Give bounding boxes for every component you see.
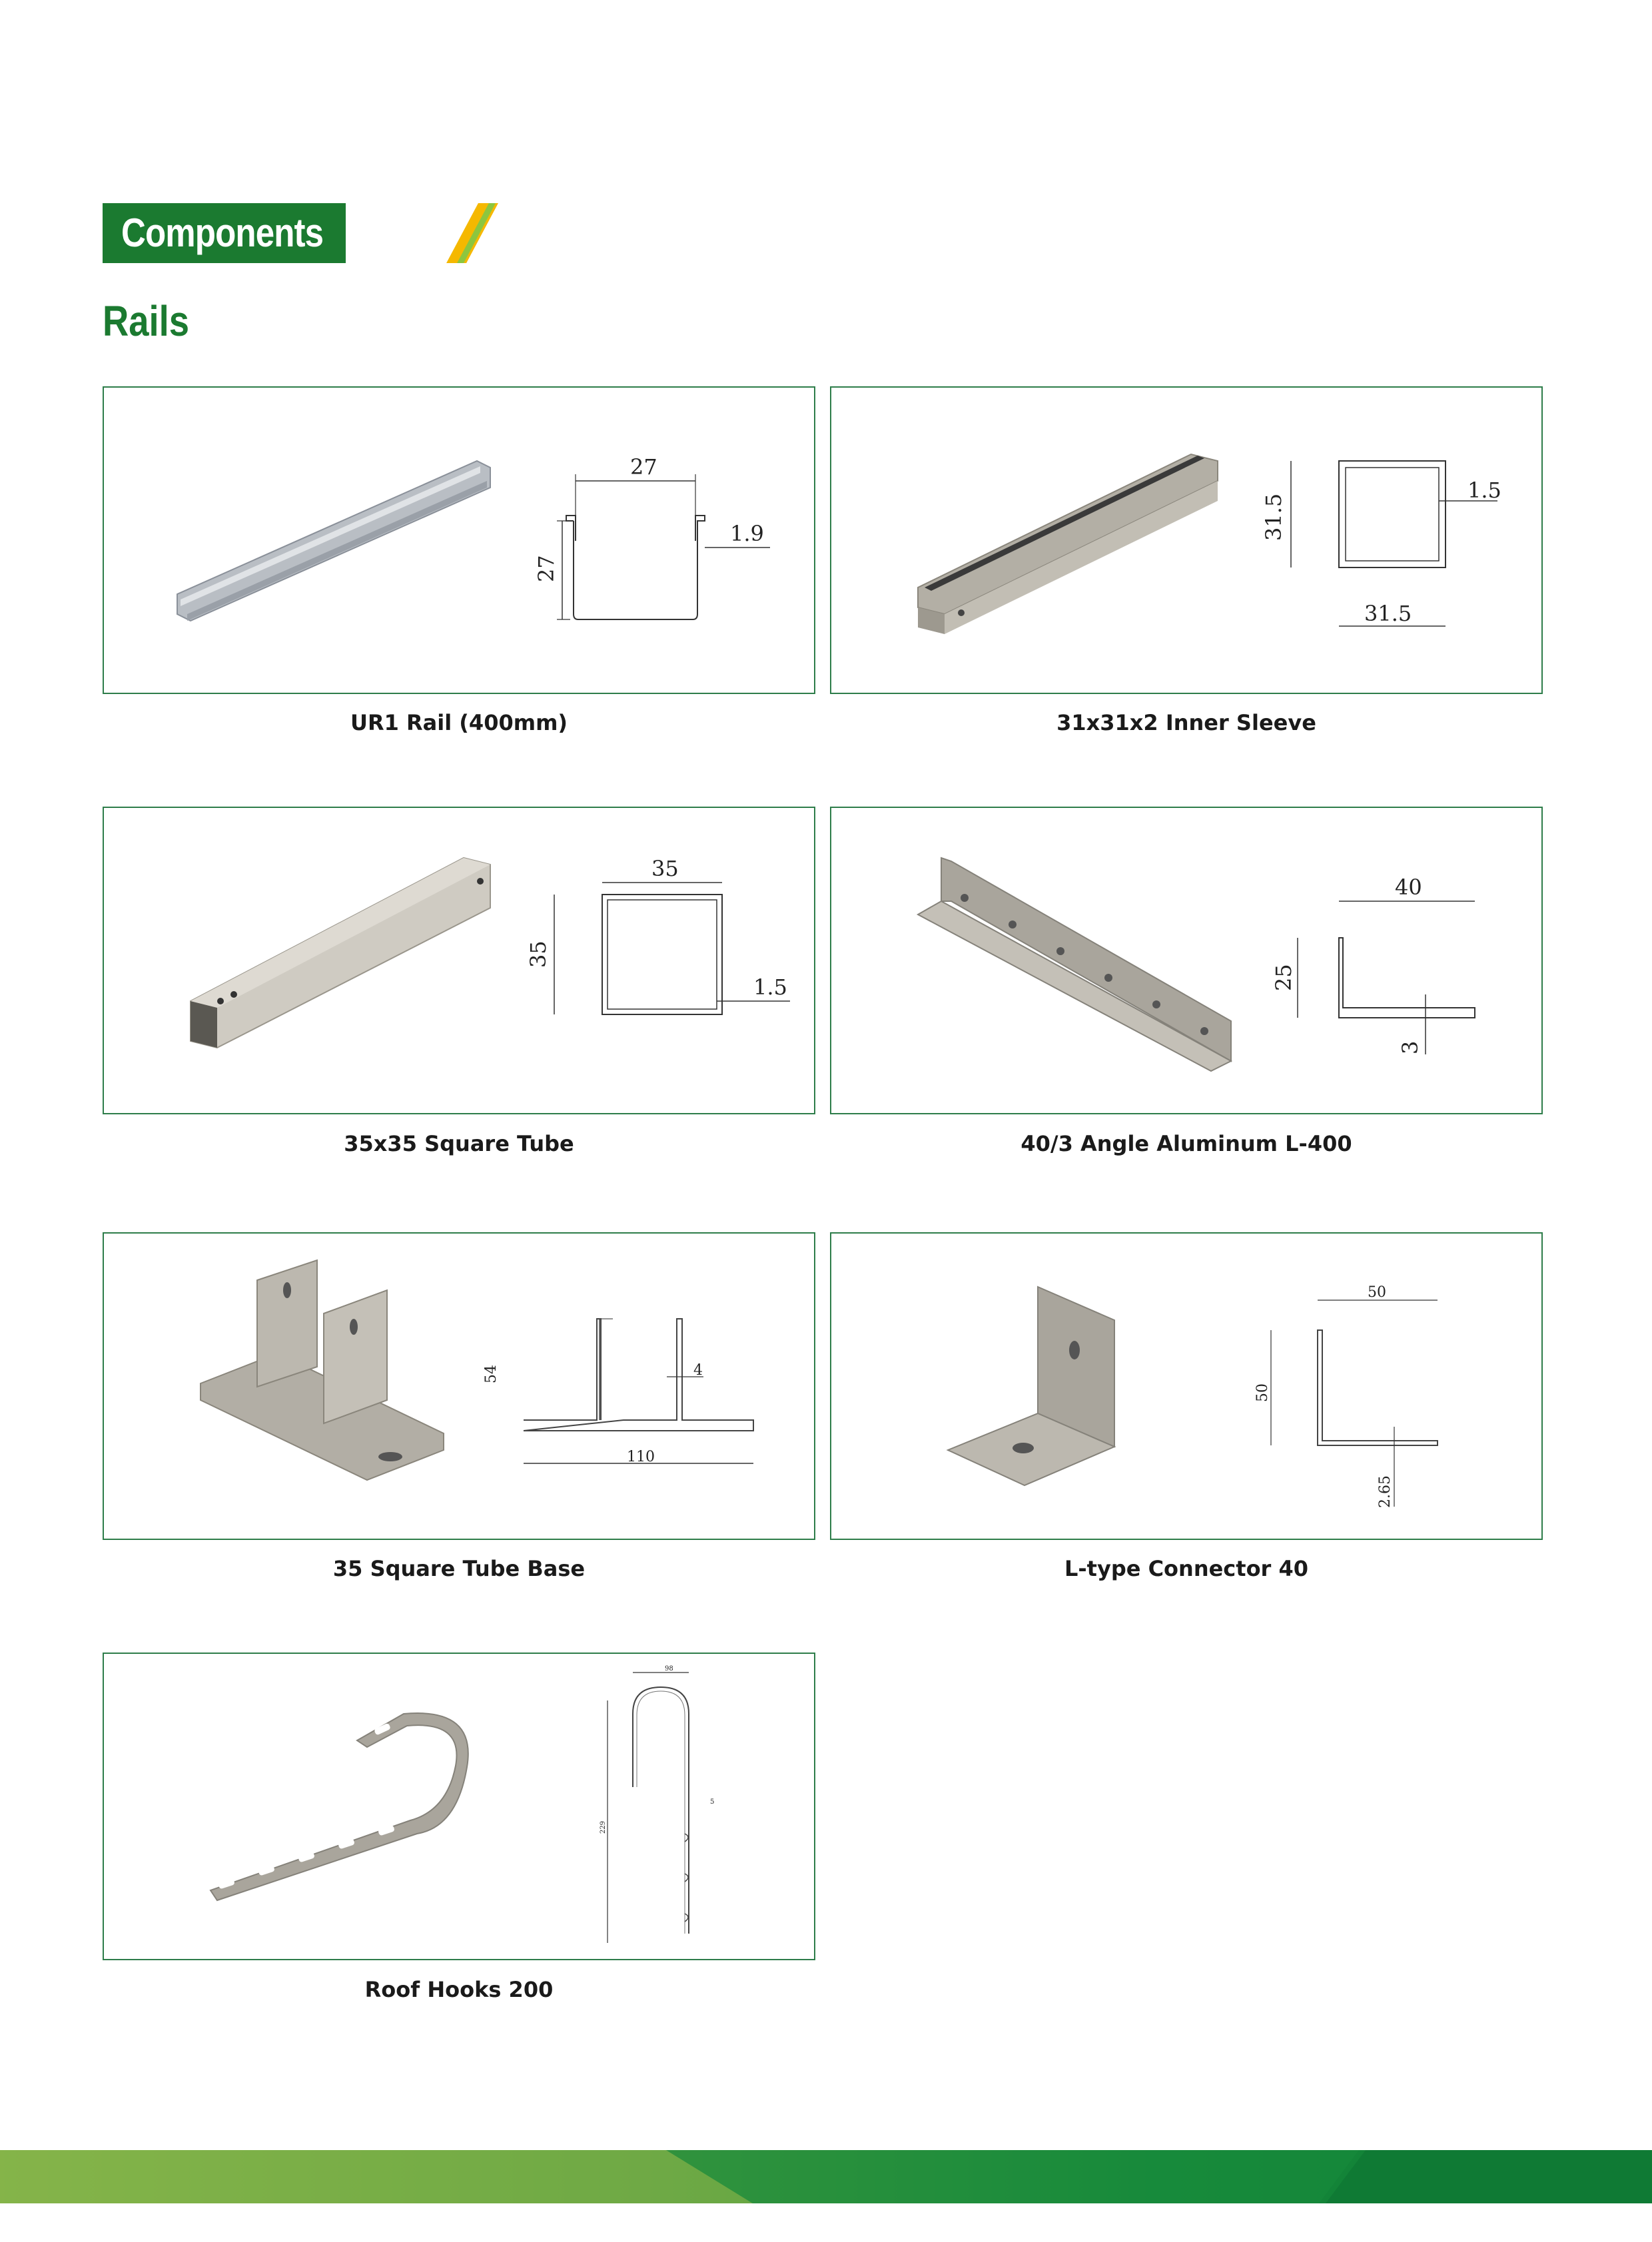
dim-height: 25 [1271,964,1296,991]
dim-height: 35 [526,940,551,968]
ur1-rail-illustration [104,388,814,693]
dim-thickness: 1.5 [753,974,787,1000]
footer-graphic [0,2150,1652,2203]
product-card-roof-hooks [103,1653,815,1960]
caption-roof-hooks: Roof Hooks 200 [364,1977,554,2002]
caption-inner-sleeve: 31x31x2 Inner Sleeve [1056,710,1316,735]
footer-band [0,2150,1652,2203]
product-card-l-connector [830,1232,1543,1540]
dim-height: 27 [534,555,559,582]
roof-hooks-illustration [104,1654,814,1959]
product-card-ur1-rail [103,386,815,694]
dim-width: 98 [665,1665,673,1673]
dim-height: 229 [600,1820,607,1834]
dim-thickness: 1.5 [1467,478,1501,503]
subheading: Rails [103,297,190,345]
section-badge [103,203,390,263]
dim-thickness: 2.65 [1377,1475,1394,1508]
dim-thickness: 1.9 [730,521,764,546]
product-card-angle-aluminum [830,807,1543,1114]
caption-l-connector: L-type Connector 40 [1064,1556,1308,1581]
dim-width: 40 [1395,875,1422,900]
caption-ur1-rail: UR1 Rail (400mm) [350,710,568,735]
product-card-square-tube [103,807,815,1114]
dim-height: 54 [483,1365,500,1383]
dim-width: 110 [627,1449,655,1465]
dim-width: 27 [630,454,657,480]
product-card-inner-sleeve [830,386,1543,694]
dim-height: 50 [1254,1383,1271,1402]
caption-square-tube-base: 35 Square Tube Base [332,1556,586,1581]
l-connector-illustration [831,1234,1541,1539]
caption-angle-aluminum: 40/3 Angle Aluminum L-400 [1021,1131,1352,1156]
section-title: Components [121,210,324,255]
caption-square-tube: 35x35 Square Tube [344,1131,574,1156]
dim-width: 50 [1368,1284,1386,1301]
angle-aluminum-illustration [831,808,1541,1113]
dim-height: 31.5 [1261,493,1286,541]
inner-sleeve-illustration [831,388,1541,693]
dim-width: 35 [651,856,679,881]
product-card-square-tube-base [103,1232,815,1540]
square-tube-illustration [104,808,814,1113]
dim-thickness: 3 [1398,1040,1423,1054]
dim-thickness: 4 [693,1362,703,1379]
dim-thickness: 5 [710,1798,715,1806]
square-tube-base-illustration [104,1234,814,1539]
dim-width: 31.5 [1364,601,1412,626]
